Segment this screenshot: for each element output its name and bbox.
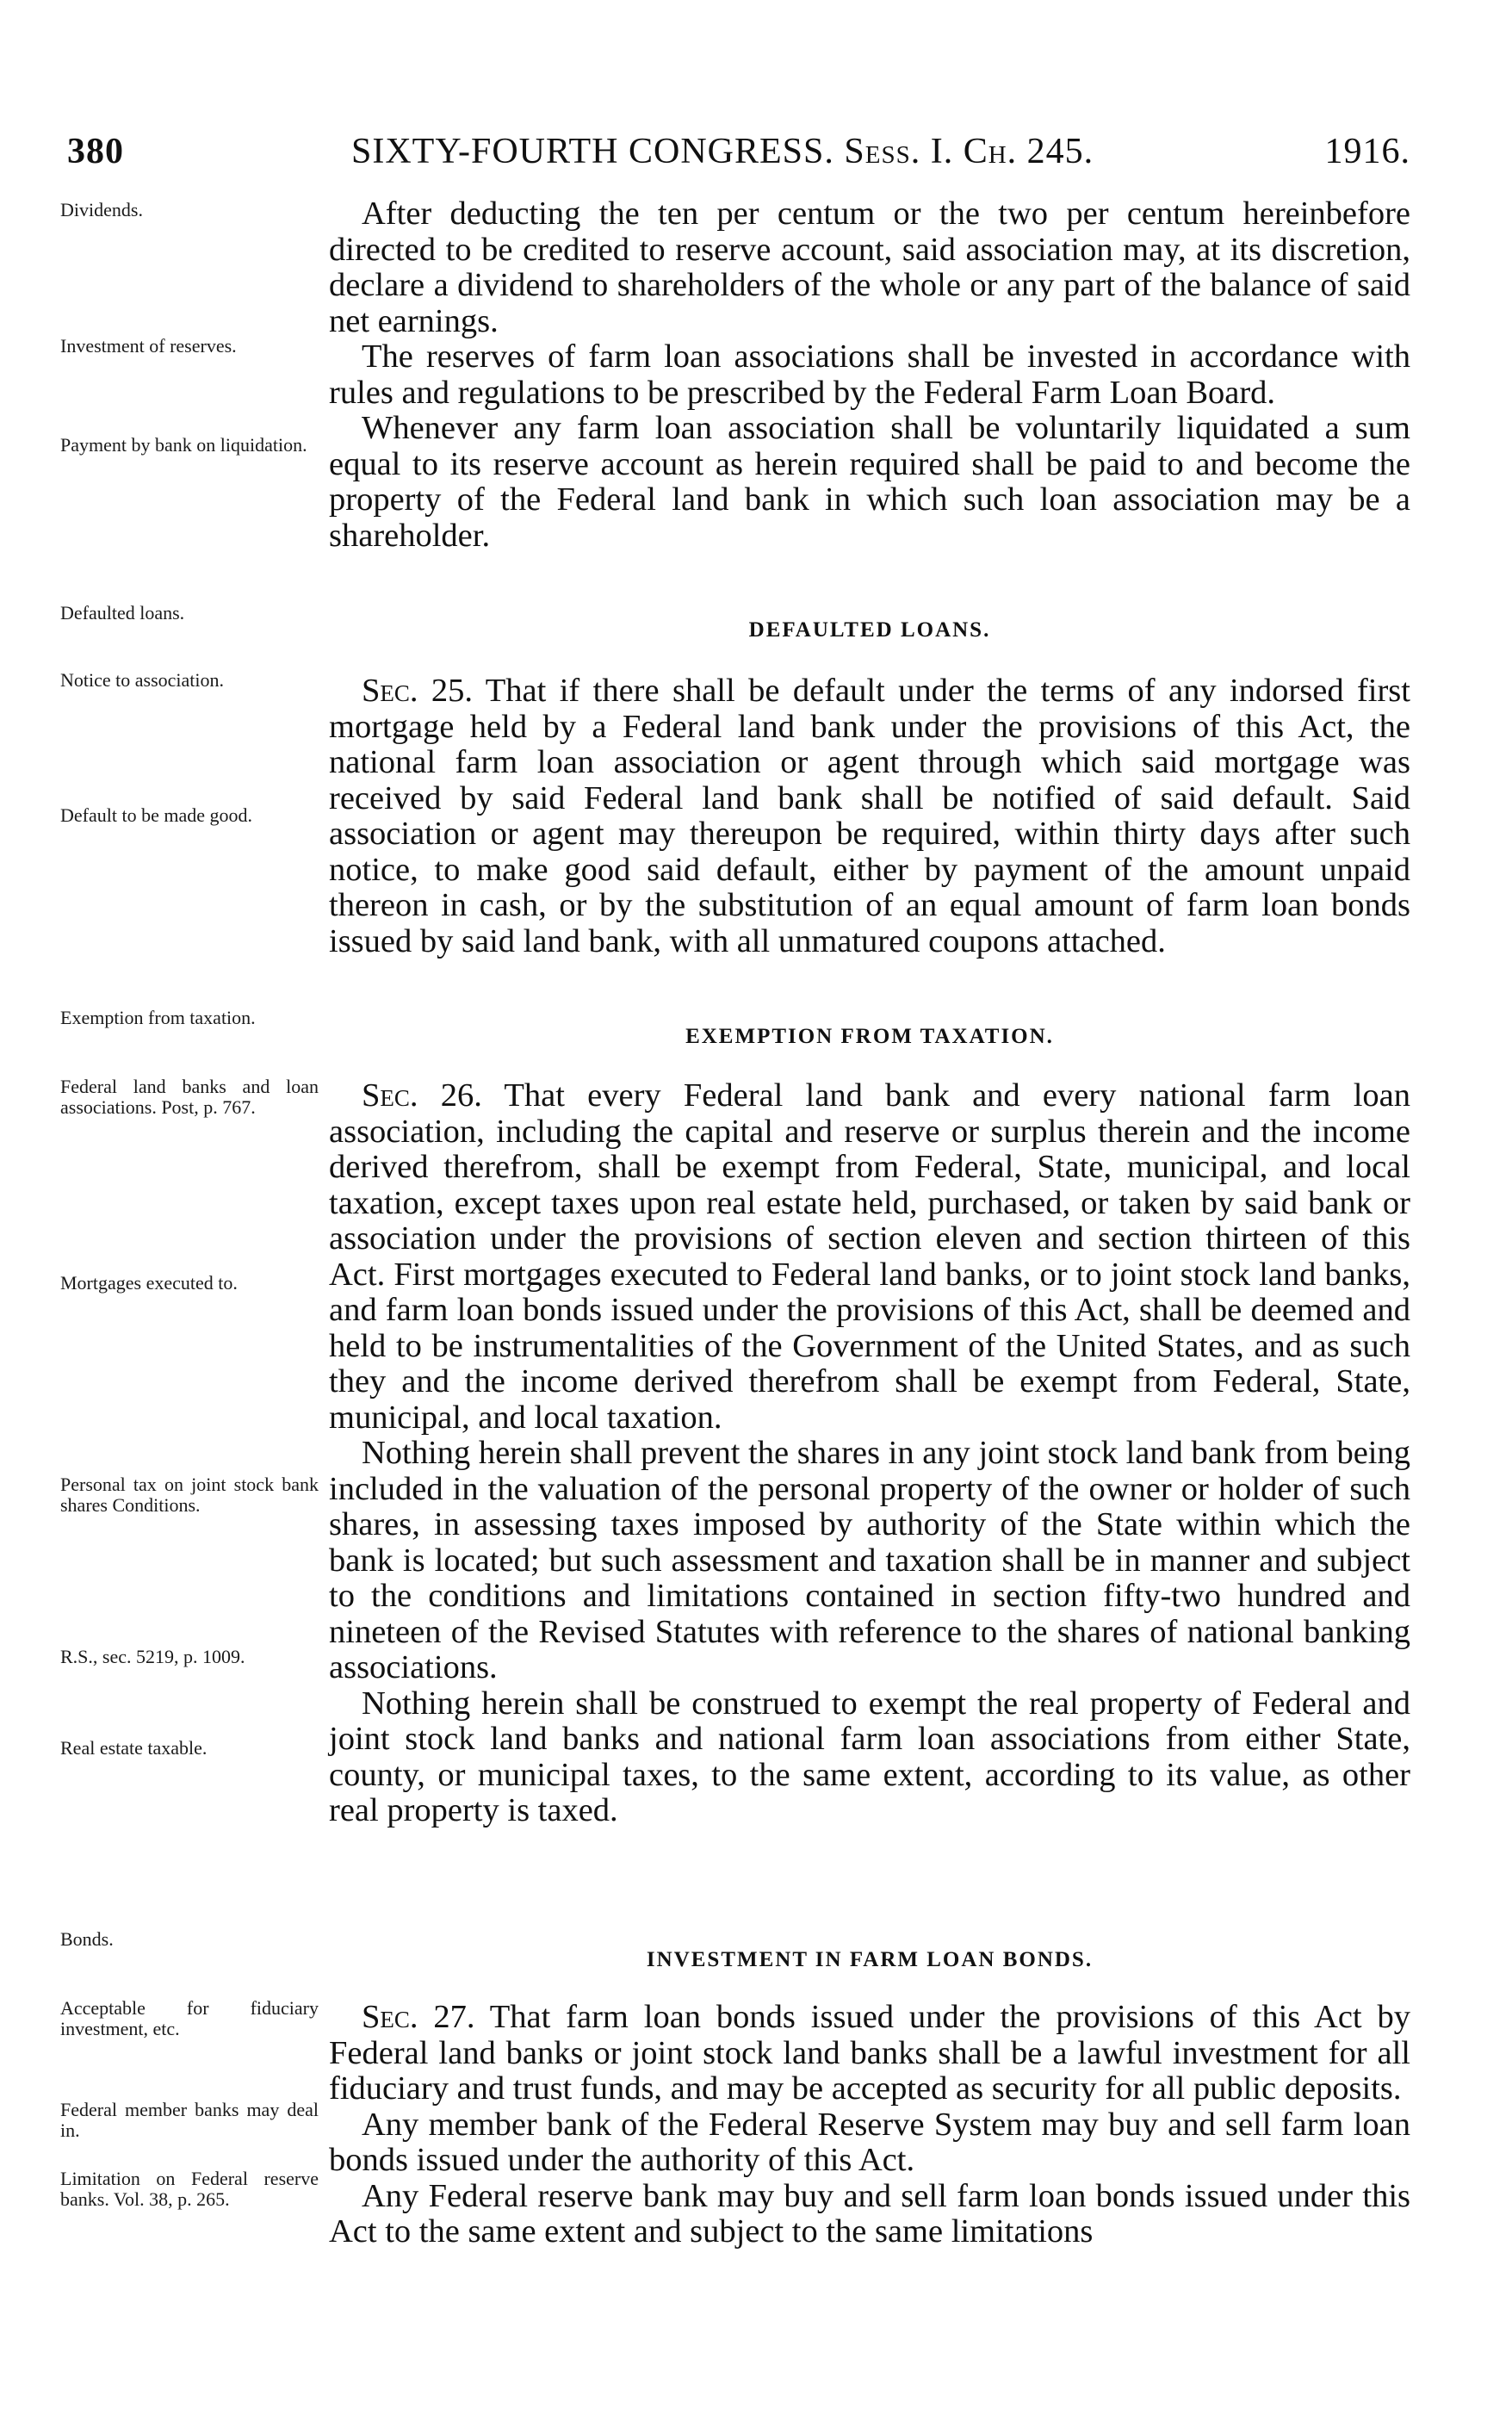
heading-exemption: EXEMPTION FROM TAXATION.	[685, 1025, 1054, 1048]
margin-note-defaulted-loans: Defaulted loans.	[60, 602, 185, 624]
paragraph-dividends: After deducting the ten per centum or the two per centum hereinbefore directed to be credited to reserve account, said association may, at its discretion, declare a dividend to shareholders of the whole or any part of the balance of said net earnings.	[329, 195, 1410, 339]
margin-note-payment-liquidation: Payment by bank on liquidation.	[60, 434, 307, 456]
paragraph-reserve-banks: Any Federal reserve bank may buy and sell farm loan bonds issued under this Act to the same extent and subject to the same limitations	[329, 2177, 1410, 2250]
congress-title: SIXTY-FOURTH CONGRESS.	[351, 132, 834, 171]
text-block-sec25	[329, 673, 1410, 959]
section-text: That every Federal land bank and every national farm loan association, including the capital and reserve or surplus therein and the income derived therefrom, shall be exempt from Federal, State, municipal, and local taxation, except taxes upon real estate held, purchased, or taken by said bank or association under the provisions of section eleven and section thirteen of this Act. First mortgages executed to Federal land banks, or to joint stock land banks, and farm loan bonds issued under the provisions of this Act, shall be deemed and held to be instrumentalities of the Government of the United States, and as such they and the income derived therefrom shall be exempt from Federal, State, municipal, and local taxation.	[329, 1077, 1410, 1436]
paragraph-personal-tax: Nothing herein shall prevent the shares in any joint stock land bank from being included in the valuation of the personal property of the owner or holder of such shares, in assessing taxes imposed by authority of the State within which the bank is located; but such assessment and taxation shall be in manner and subject to the conditions and limitations contained in section fifty-two hundred and nineteen of the Revised Statutes with reference to the shares of national banking associations.	[329, 1435, 1410, 1685]
margin-note-real-estate: Real estate taxable.	[60, 1737, 208, 1759]
paragraph-sec26	[329, 1078, 1410, 1436]
page-number: 380	[67, 132, 124, 171]
page-title	[351, 131, 1094, 172]
margin-note-fiduciary: Acceptable for fiduciary investment, etc.	[60, 1997, 319, 2039]
text-block-sec26	[329, 1078, 1410, 1829]
paragraph-member-banks: Any member bank of the Federal Reserve System may buy and sell farm loan bonds issued under the authority of this Act.	[329, 2106, 1410, 2178]
paragraph-reserves: The reserves of farm loan associations shall be invested in accordance with rules and regulations to be prescribed by the Federal Farm Loan Board.	[329, 338, 1410, 411]
section-label: Sec. 25.	[362, 673, 474, 709]
text-block-sec27	[329, 2000, 1410, 2250]
session-label: Sess. I.	[844, 132, 954, 171]
margin-note-member-banks: Federal member banks may deal in.	[60, 2099, 319, 2141]
margin-note-mortgages: Mortgages executed to.	[60, 1272, 238, 1294]
margin-note-reserve-banks: Limitation on Federal reserve banks. Vol. 38, p. 265.	[60, 2168, 319, 2210]
heading-investment: INVESTMENT IN FARM LOAN BONDS.	[646, 1948, 1094, 1971]
margin-note-exemption: Exemption from taxation.	[60, 1007, 256, 1028]
margin-note-bonds: Bonds.	[60, 1928, 114, 1950]
section-text: That farm loan bonds issued under the provisions of this Act by Federal land banks or joint stock land banks shall be a lawful investment for all fiduciary and trust funds, and may be accepted as security for all public deposits.	[329, 1999, 1410, 2107]
section-label: Sec. 26.	[362, 1077, 482, 1114]
paragraph-real-estate: Nothing herein shall be construed to exempt the real property of Federal and joint stock land banks and national farm loan associations from either State, county, or municipal taxes, to the same extent, according to its value, as other real property is taxed.	[329, 1685, 1410, 1828]
margin-note-dividends: Dividends.	[60, 199, 143, 220]
margin-note-personal-tax: Personal tax on joint stock bank shares Conditions.	[60, 1474, 319, 1516]
margin-note-default-good: Default to be made good.	[60, 804, 252, 826]
margin-note-notice: Notice to association.	[60, 669, 225, 691]
paragraph-sec27	[329, 2000, 1410, 2107]
paragraph-sec25	[329, 673, 1410, 959]
margin-note-land-banks: Federal land banks and loan associations. Post, p. 767.	[60, 1076, 319, 1118]
margin-note-investment-reserves: Investment of reserves.	[60, 335, 237, 357]
section-text: That if there shall be default under the terms of any indorsed first mortgage held by a Federal land bank under the provisions of this Act, the national farm loan association or agent through which said mortgage was received by said Federal land bank shall be notified of said default. Said association or agent may thereupon be required, within thirty days after such notice, to make good said default, either by payment of the amount unpaid thereon in cash, or by the substitution of an equal amount of farm loan bonds issued by said land bank, with all unmatured coupons attached.	[329, 673, 1410, 959]
text-block-reserves	[329, 196, 1410, 554]
section-label: Sec. 27.	[362, 1999, 475, 2035]
chapter-label: Ch. 245.	[963, 132, 1094, 171]
paragraph-liquidation: Whenever any farm loan association shall be voluntarily liquidated a sum equal to its reserve account as herein required shall be paid to and become the property of the Federal land bank in which such loan association may be a shareholder.	[329, 410, 1410, 554]
heading-defaulted-loans: DEFAULTED LOANS.	[748, 618, 991, 642]
year-label: 1916.	[1324, 132, 1410, 171]
margin-note-rs-citation: R.S., sec. 5219, p. 1009.	[60, 1646, 245, 1667]
running-header	[67, 131, 1410, 183]
